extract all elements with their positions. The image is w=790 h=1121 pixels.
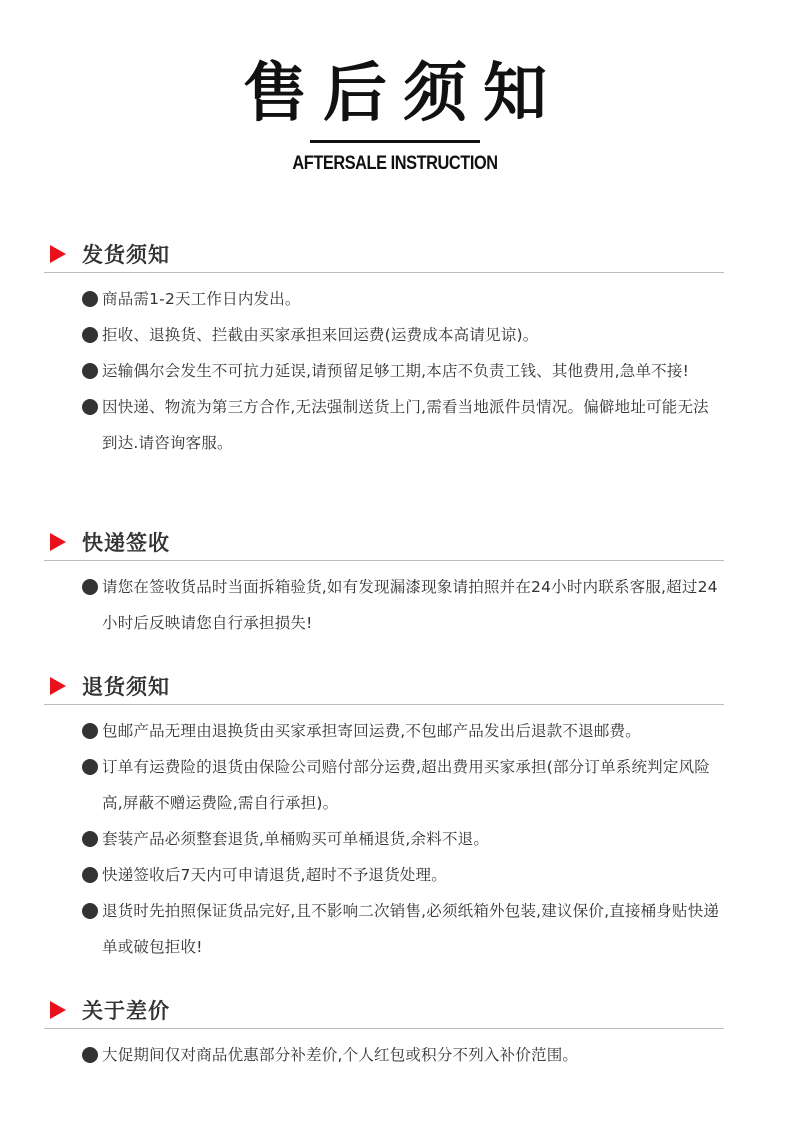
triangle-arrow-icon: [50, 245, 66, 263]
section-items: [44, 1037, 724, 1073]
list-item: [44, 821, 724, 857]
section-title: 关于差价: [82, 999, 170, 1023]
bullet-dot-icon: [82, 363, 98, 379]
section-title: 退货须知: [82, 675, 170, 699]
bullet-dot-icon: [82, 867, 98, 883]
title-underline: [310, 140, 480, 143]
list-item: [44, 353, 724, 389]
section-items: [44, 569, 724, 641]
list-item: [44, 317, 724, 353]
list-item-text: 因快递、物流为第三方合作,无法强制送货上门,需看当地派件员情况。偏僻地址可能无法到达.请咨询客服。: [102, 398, 709, 452]
section-header: [44, 668, 724, 705]
list-item-text: 大促期间仅对商品优惠部分补差价,个人红包或积分不列入补价范围。: [102, 1046, 579, 1064]
list-item: [44, 1037, 724, 1073]
section-price-difference: [44, 992, 724, 1073]
list-item-text: 请您在签收货品时当面拆箱验货,如有发现漏漆现象请拍照并在24小时内联系客服,超过24小时后反映请您自行承担损失!: [102, 578, 718, 632]
list-item-text: 拒收、退换货、拦截由买家承担来回运费(运费成本高请见谅)。: [102, 326, 539, 344]
triangle-arrow-icon: [50, 1001, 66, 1019]
list-item: [44, 749, 724, 821]
list-item-text: 退货时先拍照保证货品完好,且不影响二次销售,必须纸箱外包装,建议保价,直接桶身贴快递单或破包拒收!: [102, 902, 720, 956]
list-item-text: 快递签收后7天内可申请退货,超时不予退货处理。: [102, 866, 447, 884]
bullet-dot-icon: [82, 759, 98, 775]
section-items: [44, 281, 724, 461]
bullet-dot-icon: [82, 579, 98, 595]
bullet-dot-icon: [82, 291, 98, 307]
bullet-dot-icon: [82, 723, 98, 739]
section-shipping: [44, 236, 724, 461]
list-item: [44, 281, 724, 317]
bullet-dot-icon: [82, 327, 98, 343]
section-delivery: [44, 524, 724, 641]
bullet-dot-icon: [82, 903, 98, 919]
section-header: [44, 524, 724, 561]
triangle-arrow-icon: [50, 677, 66, 695]
list-item-text: 订单有运费险的退货由保险公司赔付部分运费,超出费用买家承担(部分订单系统判定风险高,屏蔽不赠运费险,需自行承担)。: [102, 758, 710, 812]
list-item: [44, 713, 724, 749]
section-items: [44, 713, 724, 965]
list-item-text: 运输偶尔会发生不可抗力延误,请预留足够工期,本店不负责工钱、其他费用,急单不接!: [102, 362, 689, 380]
bullet-dot-icon: [82, 399, 98, 415]
list-item: [44, 569, 724, 641]
bullet-dot-icon: [82, 1047, 98, 1063]
section-title: 快递签收: [82, 531, 170, 555]
page-subtitle: AFTERSALE INSTRUCTION: [292, 153, 498, 174]
bullet-dot-icon: [82, 831, 98, 847]
section-header: [44, 236, 724, 273]
triangle-arrow-icon: [50, 533, 66, 551]
page-title: 售后须知: [243, 57, 563, 131]
section-header: [44, 992, 724, 1029]
list-item-text: 商品需1-2天工作日内发出。: [102, 290, 301, 308]
section-returns: [44, 668, 724, 965]
list-item-text: 包邮产品无理由退换货由买家承担寄回运费,不包邮产品发出后退款不退邮费。: [102, 722, 641, 740]
page-header: [0, 58, 790, 175]
list-item: [44, 389, 724, 461]
list-item: [44, 857, 724, 893]
section-title: 发货须知: [82, 243, 170, 267]
list-item-text: 套装产品必须整套退货,单桶购买可单桶退货,余料不退。: [102, 830, 490, 848]
list-item: [44, 893, 724, 965]
